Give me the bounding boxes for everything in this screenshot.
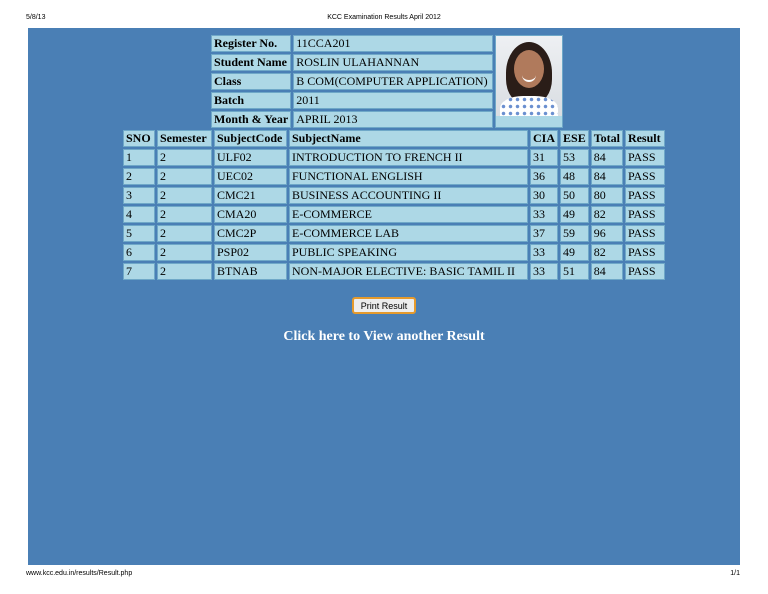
cell-result: PASS [625, 187, 665, 204]
cell-sno: 5 [123, 225, 155, 242]
cell-sno: 6 [123, 244, 155, 261]
cell-cia: 33 [530, 263, 558, 280]
cell-subject-name: E-COMMERCE LAB [289, 225, 528, 242]
cell-ese: 59 [560, 225, 589, 242]
cell-subject-name: E-COMMERCE [289, 206, 528, 223]
cell-ese: 53 [560, 149, 589, 166]
cell-subject-code: BTNAB [214, 263, 287, 280]
photo-cell [495, 35, 563, 128]
view-another-result-link[interactable]: Click here to View another Result [283, 329, 485, 344]
cell-ese: 49 [560, 244, 589, 261]
batch-label: Batch [211, 92, 291, 109]
table-row [123, 244, 665, 261]
header-ese: ESE [560, 130, 589, 147]
header-result: Result [625, 130, 665, 147]
table-row [123, 149, 665, 166]
header-sno: SNO [123, 130, 155, 147]
cell-ese: 49 [560, 206, 589, 223]
marks-table [121, 128, 667, 282]
cell-subject-code: PSP02 [214, 244, 287, 261]
cell-result: PASS [625, 206, 665, 223]
cell-sno: 4 [123, 206, 155, 223]
student-info-table [209, 33, 565, 130]
print-page-count: 1/1 [730, 570, 740, 577]
month-year-value: APRIL 2013 [293, 111, 493, 128]
header-subject-name: SubjectName [289, 130, 528, 147]
cell-subject-name: NON-MAJOR ELECTIVE: BASIC TAMIL II [289, 263, 528, 280]
cell-total: 80 [591, 187, 623, 204]
cell-result: PASS [625, 168, 665, 185]
cell-subject-name: BUSINESS ACCOUNTING II [289, 187, 528, 204]
cell-total: 96 [591, 225, 623, 242]
header-semester: Semester [157, 130, 212, 147]
cell-ese: 48 [560, 168, 589, 185]
cell-subject-name: INTRODUCTION TO FRENCH II [289, 149, 528, 166]
table-row [123, 168, 665, 185]
print-result-button[interactable]: Print Result [352, 297, 416, 314]
info-row-register [211, 35, 563, 52]
cell-result: PASS [625, 244, 665, 261]
month-year-label: Month & Year [211, 111, 291, 128]
cell-cia: 33 [530, 244, 558, 261]
header-cia: CIA [530, 130, 558, 147]
student-name-label: Student Name [211, 54, 291, 71]
cell-subject-code: ULF02 [214, 149, 287, 166]
cell-total: 84 [591, 149, 623, 166]
table-row [123, 225, 665, 242]
student-name-value: ROSLIN ULAHANNAN [293, 54, 493, 71]
table-row [123, 187, 665, 204]
cell-cia: 31 [530, 149, 558, 166]
cell-ese: 51 [560, 263, 589, 280]
header-total: Total [591, 130, 623, 147]
cell-subject-name: FUNCTIONAL ENGLISH [289, 168, 528, 185]
cell-total: 84 [591, 263, 623, 280]
cell-subject-name: PUBLIC SPEAKING [289, 244, 528, 261]
cell-cia: 37 [530, 225, 558, 242]
class-label: Class [211, 73, 291, 90]
cell-cia: 33 [530, 206, 558, 223]
register-value: 11CCA201 [293, 35, 493, 52]
student-photo [496, 36, 562, 116]
print-url: www.kcc.edu.in/results/Result.php [26, 570, 133, 577]
print-header [0, 14, 768, 26]
cell-sno: 3 [123, 187, 155, 204]
cell-semester: 2 [157, 244, 212, 261]
print-title: KCC Examination Results April 2012 [327, 14, 441, 21]
cell-cia: 36 [530, 168, 558, 185]
cell-total: 82 [591, 244, 623, 261]
cell-sno: 1 [123, 149, 155, 166]
cell-total: 84 [591, 168, 623, 185]
cell-result: PASS [625, 149, 665, 166]
cell-sno: 7 [123, 263, 155, 280]
cell-semester: 2 [157, 149, 212, 166]
cell-ese: 50 [560, 187, 589, 204]
table-row [123, 206, 665, 223]
cell-semester: 2 [157, 187, 212, 204]
table-row [123, 263, 665, 280]
class-value: B COM(COMPUTER APPLICATION) [293, 73, 493, 90]
cell-subject-code: UEC02 [214, 168, 287, 185]
header-subject-code: SubjectCode [214, 130, 287, 147]
cell-cia: 30 [530, 187, 558, 204]
cell-subject-code: CMA20 [214, 206, 287, 223]
marks-header-row [123, 130, 665, 147]
cell-result: PASS [625, 225, 665, 242]
print-date: 5/8/13 [26, 14, 46, 21]
cell-subject-code: CMC21 [214, 187, 287, 204]
cell-subject-code: CMC2P [214, 225, 287, 242]
batch-value: 2011 [293, 92, 493, 109]
cell-semester: 2 [157, 206, 212, 223]
cell-semester: 2 [157, 225, 212, 242]
register-label: Register No. [211, 35, 291, 52]
cell-result: PASS [625, 263, 665, 280]
cell-total: 82 [591, 206, 623, 223]
print-footer [0, 570, 768, 582]
result-panel [28, 28, 740, 565]
cell-sno: 2 [123, 168, 155, 185]
cell-semester: 2 [157, 168, 212, 185]
cell-semester: 2 [157, 263, 212, 280]
